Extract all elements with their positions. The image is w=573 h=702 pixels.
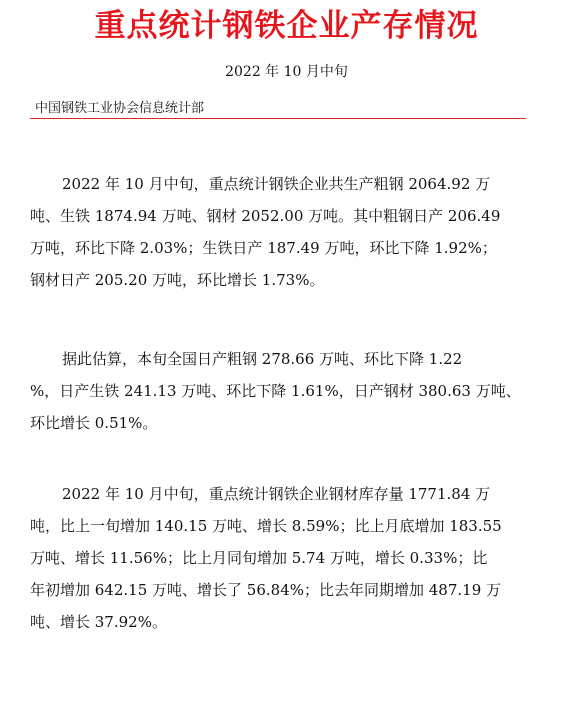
paragraph-line: 钢材日产 205.20 万吨，环比增长 1.73%。 (30, 271, 325, 289)
paragraph-line: %，日产生铁 241.13 万吨、环比下降 1.61%，日产钢材 380.63 万吨、 (30, 382, 521, 400)
paragraph-line: 环比增长 0.51%。 (30, 414, 158, 432)
paragraph-production (30, 168, 542, 296)
document-title: 重点统计钢铁企业产存情况 (94, 8, 479, 44)
paragraph-line: 2022 年 10 月中旬，重点统计钢铁企业共生产粗钢 2064.92 万 (62, 175, 491, 193)
paragraph-line: 吨，比上一旬增加 140.15 万吨、增长 8.59%；比上月底增加 183.55 (30, 517, 502, 535)
paragraph-line: 吨、生铁 1874.94 万吨、钢材 2052.00 万吨。其中粗钢日产 206.49 (30, 207, 501, 225)
paragraph-line: 年初增加 642.15 万吨、增长了 56.84%；比去年同期增加 487.19 万 (30, 581, 502, 599)
paragraph-line: 万吨、增长 11.56%；比上月同旬增加 5.74 万吨，增长 0.33%；比 (30, 549, 488, 567)
report-date: 2022 年 10 月中旬 (225, 64, 348, 80)
header-divider (30, 118, 526, 119)
paragraph-line: 万吨，环比下降 2.03%；生铁日产 187.49 万吨，环比下降 1.92%； (30, 239, 497, 257)
paragraph-inventory (30, 478, 542, 638)
issuing-organization: 中国钢铁工业协会信息统计部 (35, 101, 205, 116)
paragraph-line: 2022 年 10 月中旬，重点统计钢铁企业钢材库存量 1771.84 万 (62, 485, 491, 503)
paragraph-national-estimate (30, 343, 542, 439)
paragraph-line: 据此估算，本旬全国日产粗钢 278.66 万吨、环比下降 1.22 (62, 350, 463, 368)
paragraph-line: 吨、增长 37.92%。 (30, 613, 167, 631)
